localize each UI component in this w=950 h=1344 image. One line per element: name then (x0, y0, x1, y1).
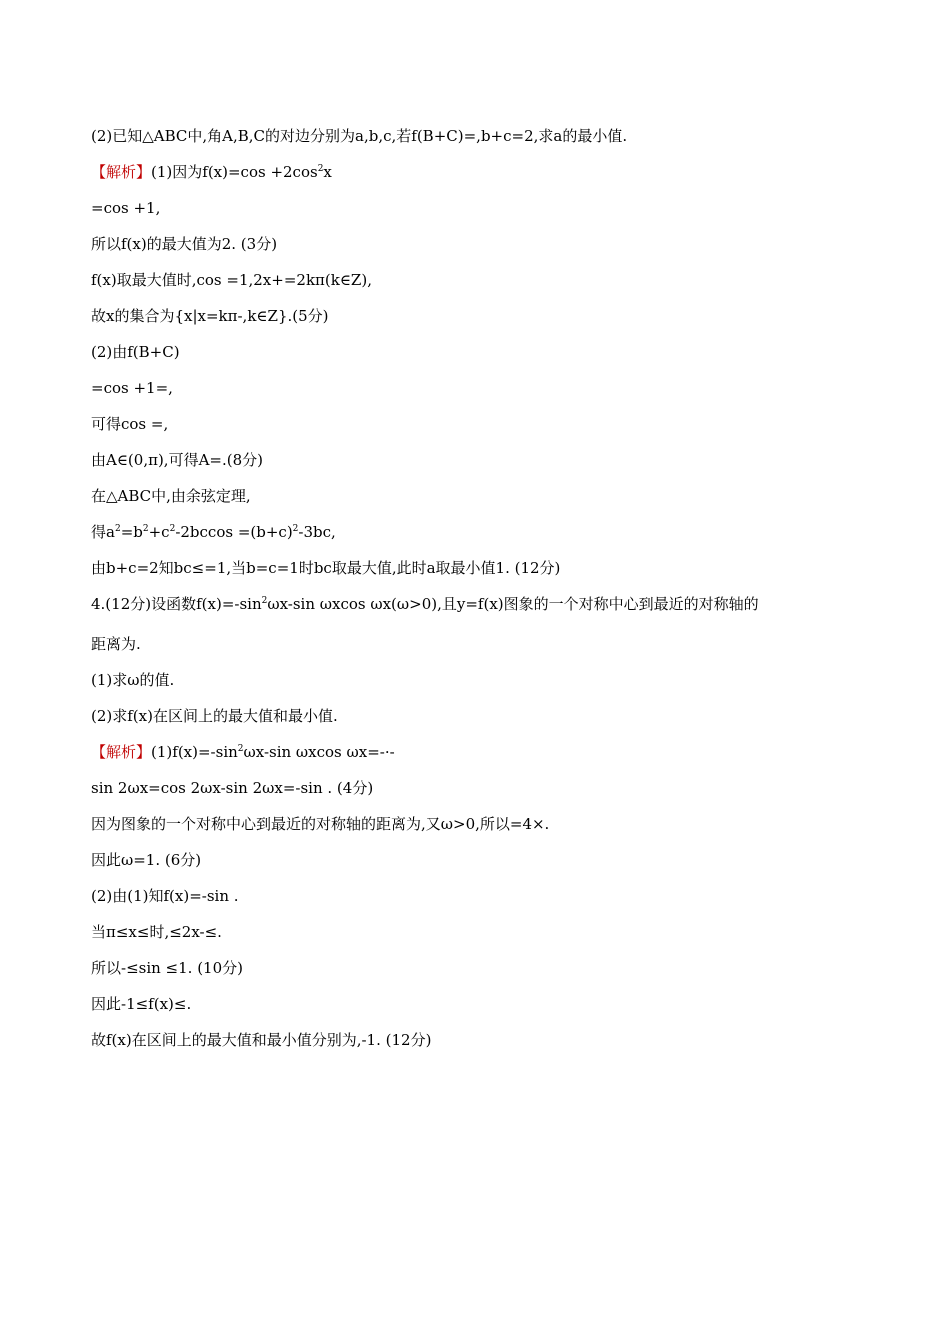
text: =cos +1=, (91, 379, 173, 397)
text: 所以f(x)的最大值为2. (3分) (91, 235, 278, 253)
text: (2)由f(B+C) (91, 343, 180, 361)
text: 当π≤x≤时,≤2x-≤. (91, 923, 222, 941)
text: 所以-≤sin ≤1. (10分) (91, 959, 243, 977)
text: 在△ABC中,由余弦定理, (91, 487, 251, 505)
text: -2bccos =(b+c) (175, 523, 293, 541)
superscript: 2 (317, 164, 324, 174)
text: sin 2ωx=cos 2ωx-sin 2ωx=-sin . (4分) (91, 779, 374, 797)
text: 由A∈(0,π),可得A=.(8分) (91, 451, 263, 469)
solution-3-line-5 (91, 306, 890, 326)
text: (2)由(1)知f(x)=-sin . (91, 887, 239, 905)
text: (2)已知△ABC中,角A,B,C的对边分别为a,b,c,若f(B+C)=,b+c=2,求a的最小值. (91, 127, 628, 145)
solution-4-line-6 (91, 922, 890, 942)
problem-4-part-1 (91, 670, 890, 690)
solution-4-line-5 (91, 886, 890, 906)
solution-4-line-7 (91, 958, 890, 978)
solution-4-line-8 (91, 994, 890, 1014)
solution-3-line-4 (91, 270, 890, 290)
problem-4-part-2 (91, 706, 890, 726)
problem-4-statement (91, 594, 890, 614)
superscript: 2 (114, 524, 121, 534)
superscript: 2 (237, 744, 244, 754)
text: 因此-1≤f(x)≤. (91, 995, 192, 1013)
solution-3-line-8 (91, 414, 890, 434)
text: (2)求f(x)在区间上的最大值和最小值. (91, 707, 338, 725)
solution-3-line-3 (91, 234, 890, 254)
text: f(x)取最大值时,cos =1,2x+=2kπ(k∈Z), (91, 271, 372, 289)
text: (1)因为f(x)=cos +2cos (151, 163, 318, 181)
solution-3-line-9 (91, 450, 890, 470)
solution-tag: 【解析】 (91, 743, 152, 761)
text: 故f(x)在区间上的最大值和最小值分别为,-1. (12分) (91, 1031, 432, 1049)
text: -3bc, (298, 523, 336, 541)
text: ωx-sin ωxcos ωx(ω>0),且y=f(x)图象的一个对称中心到最近的对称轴的 (267, 595, 759, 613)
solution-4-line-3 (91, 814, 890, 834)
text: 得a (91, 523, 115, 541)
superscript: 2 (292, 524, 299, 534)
solution-tag: 【解析】 (91, 163, 152, 181)
solution-3-line-7 (91, 378, 890, 398)
text: 距离为. (91, 635, 141, 653)
text: x (323, 163, 332, 181)
problem-3-part-2 (91, 126, 890, 146)
text: 4.(12分)设函数f(x)=-sin (91, 595, 262, 613)
text: 可得cos =, (91, 415, 169, 433)
solution-4-line-4 (91, 850, 890, 870)
solution-4-line-2 (91, 778, 890, 798)
solution-3-line-1 (91, 162, 890, 182)
solution-3-line-12 (91, 558, 890, 578)
text: 由b+c=2知bc≤=1,当b=c=1时bc取最大值,此时a取最小值1. (12分) (91, 559, 561, 577)
solution-4-line-9 (91, 1030, 890, 1050)
superscript: 2 (261, 596, 268, 606)
solution-4-line-1 (91, 742, 890, 762)
text: +c (148, 523, 170, 541)
text: (1)求ω的值. (91, 671, 175, 689)
problem-4-statement-cont (91, 634, 890, 654)
text: ωx-sin ωxcos ωx=-·- (243, 743, 395, 761)
solution-3-line-11 (91, 522, 890, 542)
text: =cos +1, (91, 199, 161, 217)
text: 故x的集合为{x|x=kπ-,k∈Z}.(5分) (91, 307, 329, 325)
superscript: 2 (142, 524, 149, 534)
solution-3-line-6 (91, 342, 890, 362)
text: =b (120, 523, 143, 541)
text: (1)f(x)=-sin (151, 743, 238, 761)
solution-3-line-2 (91, 198, 890, 218)
superscript: 2 (169, 524, 176, 534)
solution-3-line-10 (91, 486, 890, 506)
text: 因此ω=1. (6分) (91, 851, 202, 869)
text: 因为图象的一个对称中心到最近的对称轴的距离为,又ω>0,所以=4×. (91, 815, 550, 833)
